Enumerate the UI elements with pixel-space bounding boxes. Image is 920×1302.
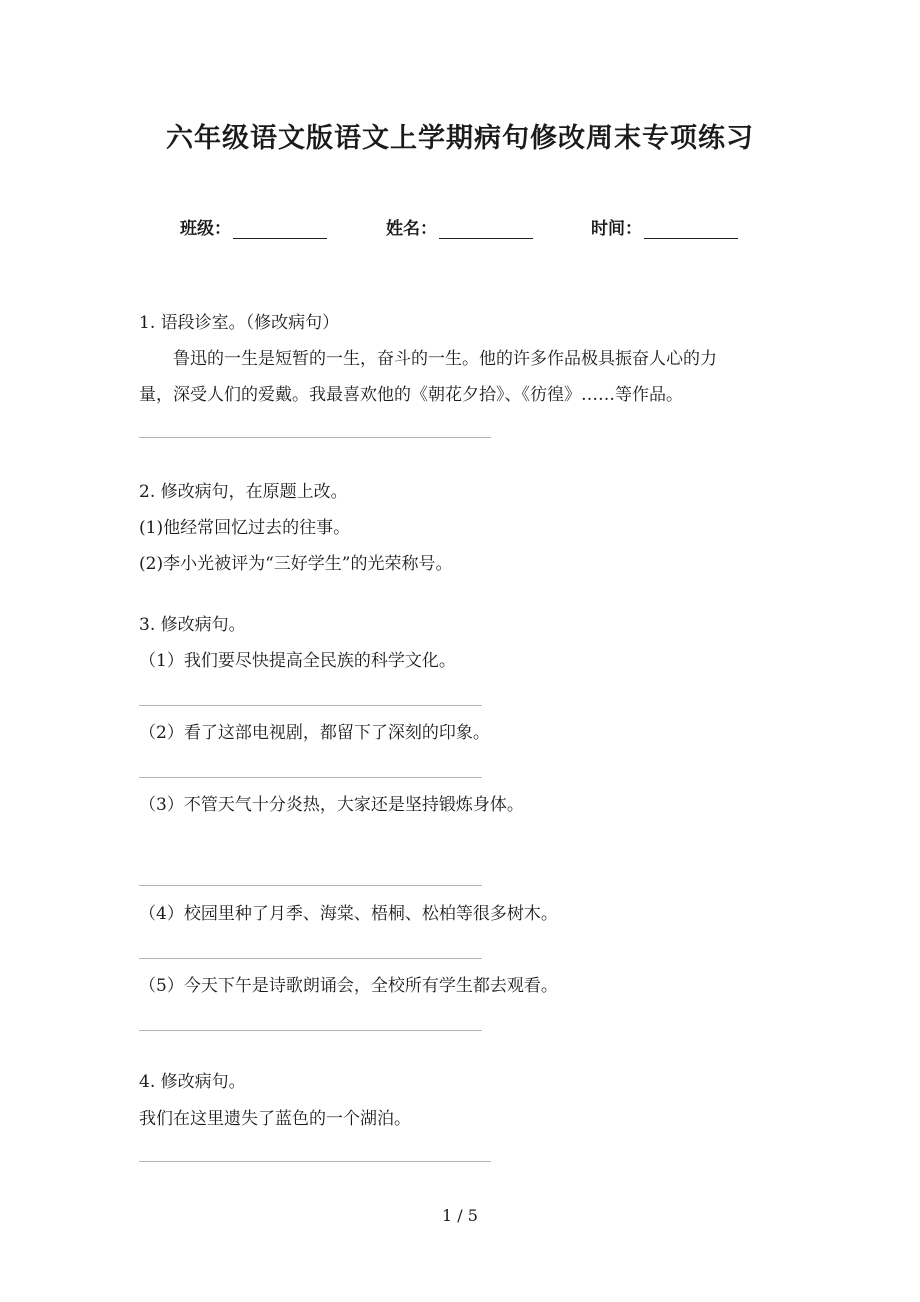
q2-heading: 2. 修改病句，在原题上改。 — [139, 482, 348, 502]
time-field — [591, 214, 738, 239]
page-title: 六年级语文版语文上学期病句修改周末专项练习 — [166, 123, 754, 154]
q4-heading: 4. 修改病句。 — [139, 1072, 246, 1092]
answer-line[interactable] — [139, 437, 491, 438]
q3-item: （5）今天下午是诗歌朗诵会，全校所有学生都去观看。 — [139, 976, 558, 996]
name-field — [386, 214, 533, 239]
name-blank[interactable] — [439, 220, 533, 239]
page-number: 1 / 5 — [442, 1206, 478, 1225]
class-label: 班级： — [180, 219, 231, 239]
q3-item: （2）看了这部电视剧，都留下了深刻的印象。 — [139, 723, 490, 743]
q2-item: (1)他经常回忆过去的往事。 — [139, 518, 351, 538]
q2-item: (2)李小光被评为“三好学生”的光荣称号。 — [139, 554, 453, 574]
q3-item: （1）我们要尽快提高全民族的科学文化。 — [139, 651, 456, 671]
answer-line[interactable] — [139, 1030, 482, 1031]
answer-line[interactable] — [139, 1161, 491, 1162]
time-blank[interactable] — [644, 220, 738, 239]
answer-line[interactable] — [139, 885, 482, 886]
q1-passage-line: 鲁迅的一生是短暂的一生，奋斗的一生。他的许多作品极具振奋人心的力 — [173, 349, 717, 369]
answer-line[interactable] — [139, 777, 482, 778]
name-label: 姓名： — [386, 219, 437, 239]
q3-item: （3）不管天气十分炎热，大家还是坚持锻炼身体。 — [139, 795, 524, 815]
answer-line[interactable] — [139, 958, 482, 959]
time-label: 时间： — [591, 219, 642, 239]
q4-sentence: 我们在这里遗失了蓝色的一个湖泊。 — [139, 1109, 411, 1129]
q3-heading: 3. 修改病句。 — [139, 615, 246, 635]
class-blank[interactable] — [233, 220, 327, 239]
answer-line[interactable] — [139, 705, 482, 706]
q1-heading: 1. 语段诊室。（修改病句） — [139, 313, 340, 333]
q3-item: （4）校园里种了月季、海棠、梧桐、松柏等很多树木。 — [139, 904, 558, 924]
q1-passage-line: 量，深受人们的爱戴。我最喜欢他的《朝花夕拾》、《彷徨》……等作品。 — [139, 385, 683, 405]
class-field — [180, 214, 327, 239]
